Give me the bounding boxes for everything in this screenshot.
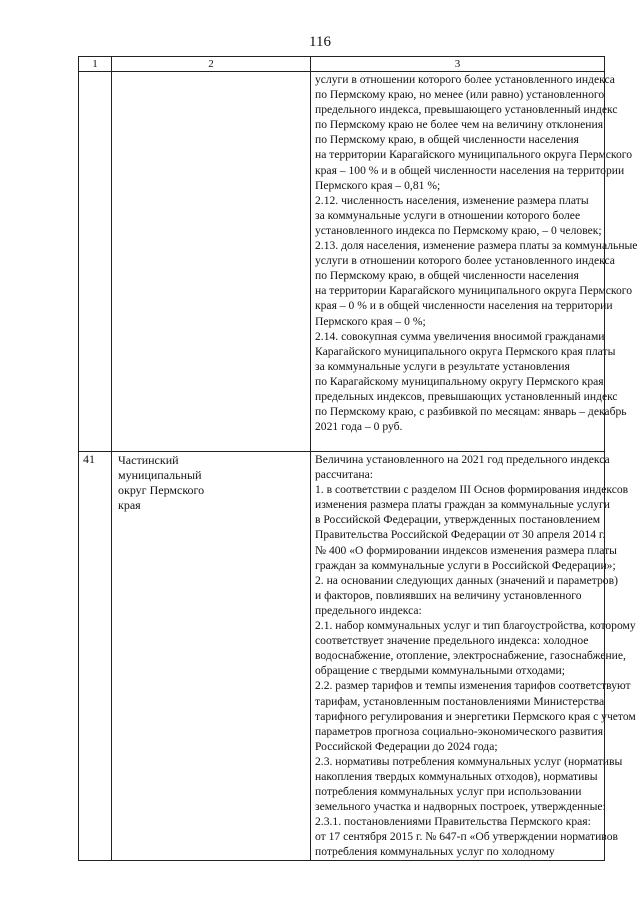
text-line: Пермского края – 0 %;: [315, 314, 426, 328]
text-line: 1. в соответствии с разделом III Основ формирования индексов: [315, 483, 629, 497]
text-line: 2021 года – 0 руб.: [315, 420, 403, 434]
text-line: водоснабжение, отопление, электроснабжение, газоснабжение,: [315, 649, 626, 663]
text-line: земельного участка и надворных построек, утвержденные:: [315, 800, 606, 814]
text-line: 2. на основании следующих данных (значений и параметров): [315, 573, 618, 587]
row-number-cell: [79, 72, 112, 452]
text-line: предельного индекса:: [315, 603, 422, 617]
text-line: 2.3.1. постановлениями Правительства Пермского края:: [315, 815, 591, 829]
municipality-name-line: края: [118, 498, 141, 512]
text-line: по Пермскому краю, но менее (или равно) установленного: [315, 88, 605, 102]
text-line: на территории Карагайского муниципального округа Пермского: [315, 148, 633, 162]
text-line: 2.2. размер тарифов и темпы изменения тарифов соответствуют: [315, 679, 631, 693]
text-line: накопления твердых коммунальных отходов), нормативы: [315, 769, 598, 783]
municipality-cell: [112, 452, 311, 861]
text-line: 2.14. совокупная сумма увеличения вносимой гражданами: [315, 329, 605, 343]
text-line: по Пермскому краю, с разбивкой по месяцам: январь – декабрь: [315, 405, 627, 419]
row-number-cell: 41: [79, 452, 112, 861]
text-line: по Пермскому краю не более чем на величину отклонения: [315, 118, 604, 132]
text-line: 2.13. доля населения, изменение размера платы за коммунальные: [315, 239, 638, 253]
text-line: рассчитана:: [315, 468, 373, 482]
text-line: параметров прогноза социально-экономического развития: [315, 724, 604, 738]
text-line: по Карагайскому муниципальному округу Пермского края: [315, 374, 604, 388]
text-line: обращение с твердыми коммунальными отходами;: [315, 664, 565, 678]
header-cell-1: 1: [79, 57, 112, 72]
description-cell: [311, 72, 638, 452]
text-line: в Российской Федерации, утвержденных постановлением: [315, 513, 601, 527]
text-line: услуги в отношении которого более установленного индекса: [315, 73, 615, 86]
municipality-name-line: округ Пермского: [118, 483, 205, 497]
text-line: за коммунальные услуги в отношении которого более: [315, 208, 581, 222]
text-line: тарифного регулирования и энергетики Пермского края с учетом: [315, 709, 636, 723]
text-line: соответствует значение предельного индекса: холодное: [315, 634, 589, 648]
municipality-name-line: муниципальный: [118, 468, 202, 482]
text-line: потребления коммунальных услуг при использовании: [315, 785, 582, 799]
text-line: от 17 сентября 2015 г. № 647-п «Об утверждении нормативов: [315, 830, 618, 844]
municipality-cell: [112, 72, 311, 452]
text-line: 2.1. набор коммунальных услуг и тип благоустройства, которому: [315, 619, 636, 633]
text-line: предельных индексов, превышающих установленный индекс: [315, 389, 618, 403]
text-line: Правительства Российской Федерации от 30 апреля 2014 г.: [315, 528, 606, 542]
page-number: 116: [309, 34, 331, 50]
text-line: предельного индекса, превышающего установленный индекс: [315, 103, 618, 117]
text-line: края – 0 % и в общей численности населения на территории: [315, 299, 613, 313]
text-line: установленного индекса по Пермскому краю, – 0 человек;: [315, 223, 602, 237]
text-line: Величина установленного на 2021 год предельного индекса: [315, 453, 610, 466]
index-table: [78, 56, 638, 861]
text-line: услуги в отношении которого более установленного индекса: [315, 254, 615, 268]
table-row: [79, 72, 605, 452]
text-line: тарифам, установленным постановлениями Министерства: [315, 694, 605, 708]
header-cell-3: 3: [311, 57, 605, 72]
text-line: на территории Карагайского муниципального округа Пермского: [315, 284, 633, 298]
text-line: № 400 «О формировании индексов изменения размера платы: [315, 543, 617, 557]
text-line: изменения размера платы граждан за коммунальные услуги: [315, 498, 610, 512]
text-line: по Пермскому краю, в общей численности населения: [315, 269, 579, 283]
table-row: [79, 452, 605, 861]
header-cell-2: 2: [112, 57, 311, 72]
text-line: Российской Федерации до 2024 года;: [315, 739, 498, 753]
text-line: края – 100 % и в общей численности населения на территории: [315, 163, 625, 177]
text-line: и факторов, повлиявших на величину установленного: [315, 588, 582, 602]
text-line: потребления коммунальных услуг по холодному: [315, 845, 555, 859]
municipality-name-line: Частинский: [118, 453, 179, 467]
text-line: 2.3. нормативы потребления коммунальных услуг (нормативы: [315, 754, 623, 768]
description-cell: [311, 452, 636, 861]
text-line: за коммунальные услуги в результате установления: [315, 359, 570, 373]
text-line: по Пермскому краю, в общей численности населения: [315, 133, 579, 147]
text-line: Пермского края – 0,81 %;: [315, 178, 441, 192]
text-line: Карагайского муниципального округа Пермского края платы: [315, 344, 616, 358]
text-line: граждан за коммунальные услуги в Российской Федерации»;: [315, 558, 616, 572]
table-header-row: [79, 57, 605, 72]
text-line: 2.12. численность населения, изменение размера платы: [315, 193, 589, 207]
